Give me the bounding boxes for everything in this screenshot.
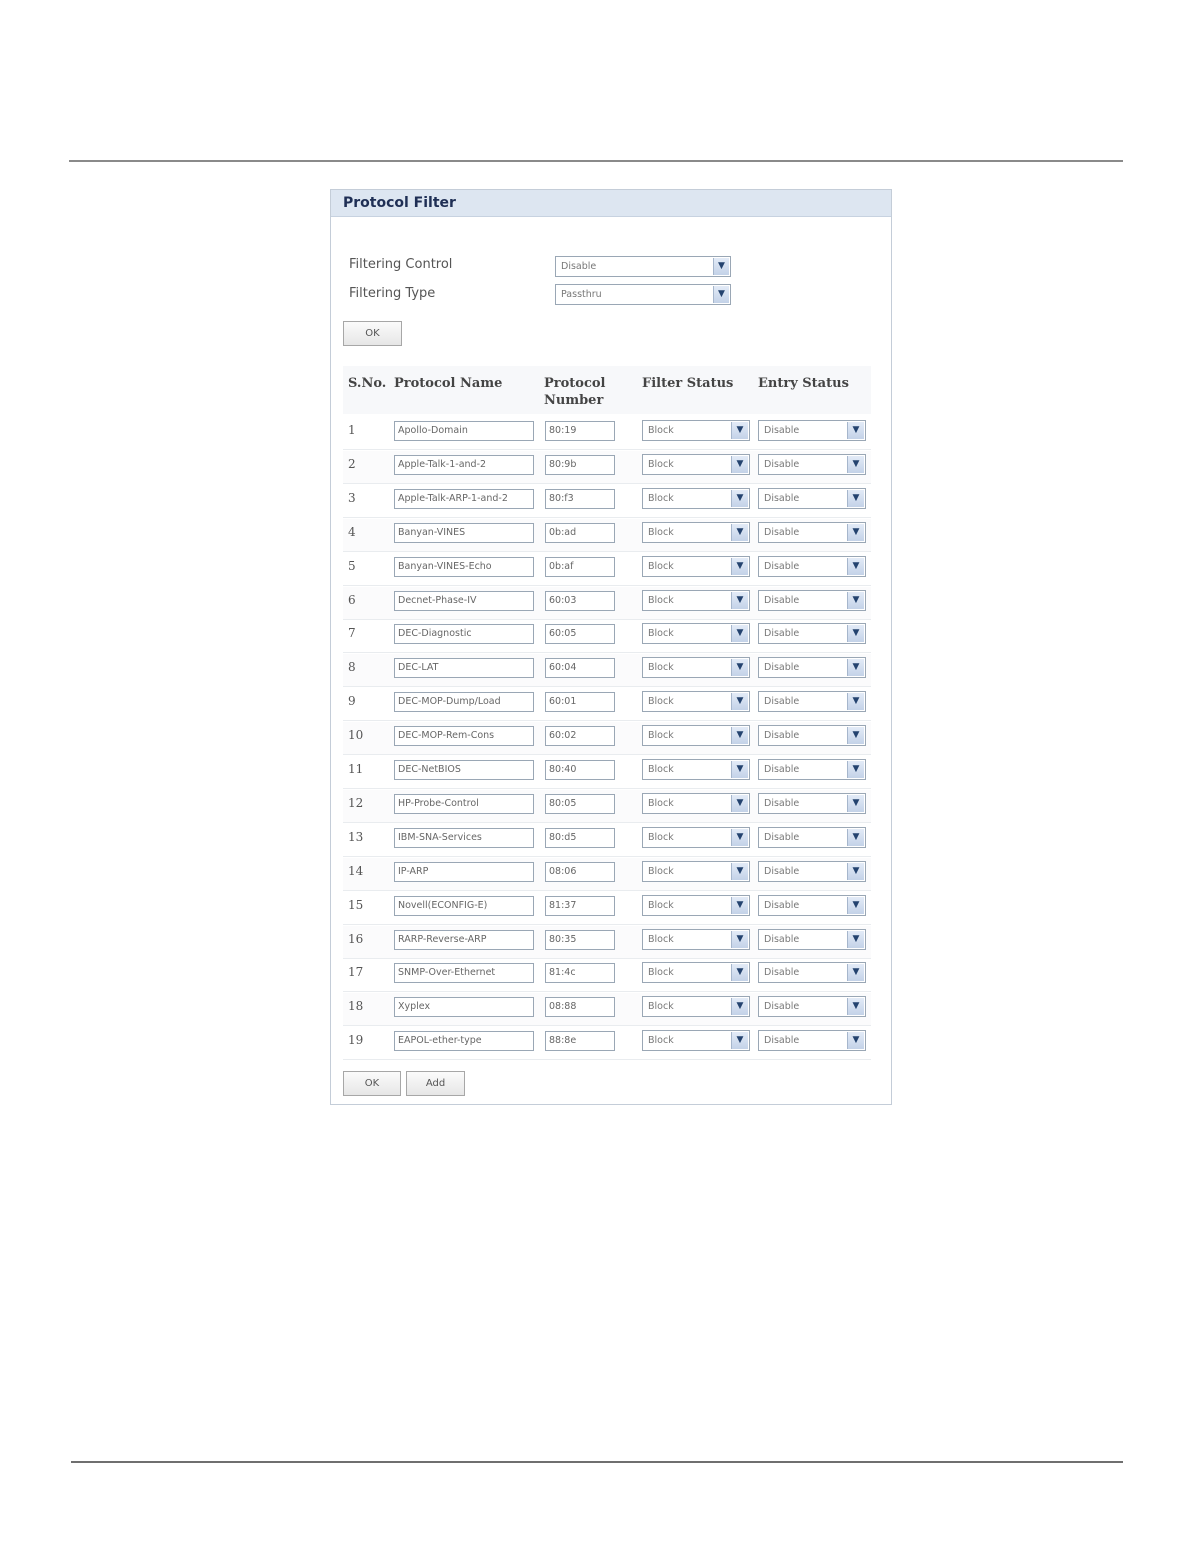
row-sno: 3 bbox=[348, 491, 356, 505]
entry-status-select[interactable] bbox=[758, 996, 866, 1017]
filter-status-value: Block bbox=[648, 730, 674, 741]
entry-status-value: Disable bbox=[764, 1001, 800, 1012]
entry-status-value: Disable bbox=[764, 798, 800, 809]
entry-status-select[interactable] bbox=[758, 861, 866, 882]
ok-button[interactable]: OK bbox=[343, 1071, 401, 1096]
filter-status-select[interactable] bbox=[642, 488, 750, 509]
entry-status-select[interactable] bbox=[758, 793, 866, 814]
chevron-down-icon: ▼ bbox=[847, 659, 864, 676]
protocol-number-input[interactable]: 60:01 bbox=[545, 692, 615, 712]
protocol-name-input[interactable]: Apple-Talk-1-and-2 bbox=[394, 455, 534, 475]
filter-status-value: Block bbox=[648, 967, 674, 978]
filter-status-select[interactable] bbox=[642, 996, 750, 1017]
table-row bbox=[343, 519, 871, 552]
protocol-number-input[interactable]: 80:d5 bbox=[545, 828, 615, 848]
protocol-number-input[interactable]: 81:37 bbox=[545, 896, 615, 916]
filtering-control-select[interactable] bbox=[555, 256, 731, 277]
table-row bbox=[343, 959, 871, 992]
entry-status-value: Disable bbox=[764, 425, 800, 436]
row-sno: 10 bbox=[348, 728, 364, 742]
protocol-number-input[interactable]: 81:4c bbox=[545, 963, 615, 983]
entry-status-select[interactable] bbox=[758, 827, 866, 848]
entry-status-select[interactable] bbox=[758, 657, 866, 678]
row-sno: 13 bbox=[348, 830, 364, 844]
entry-status-value: Disable bbox=[764, 527, 800, 538]
row-sno: 9 bbox=[348, 694, 356, 708]
table-row bbox=[343, 993, 871, 1026]
protocol-name-input[interactable]: DEC-MOP-Rem-Cons bbox=[394, 726, 534, 746]
entry-status-value: Disable bbox=[764, 1035, 800, 1046]
entry-status-value: Disable bbox=[764, 832, 800, 843]
filtering-type-select[interactable] bbox=[555, 284, 731, 305]
row-sno: 5 bbox=[348, 559, 356, 573]
row-sno: 17 bbox=[348, 965, 364, 979]
chevron-down-icon: ▼ bbox=[713, 258, 729, 275]
col-header-entry-status: Entry Status bbox=[758, 376, 849, 391]
protocol-name-input[interactable]: HP-Probe-Control bbox=[394, 794, 534, 814]
chevron-down-icon: ▼ bbox=[847, 456, 864, 473]
chevron-down-icon: ▼ bbox=[731, 524, 748, 541]
table-row bbox=[343, 654, 871, 687]
chevron-down-icon: ▼ bbox=[847, 829, 864, 846]
entry-status-select[interactable] bbox=[758, 962, 866, 983]
chevron-down-icon: ▼ bbox=[731, 625, 748, 642]
chevron-down-icon: ▼ bbox=[847, 1032, 864, 1049]
protocol-name-input[interactable]: IP-ARP bbox=[394, 862, 534, 882]
protocol-number-input[interactable]: 08:88 bbox=[545, 997, 615, 1017]
table-row bbox=[343, 824, 871, 857]
entry-status-select[interactable] bbox=[758, 759, 866, 780]
chevron-down-icon: ▼ bbox=[731, 829, 748, 846]
filter-status-value: Block bbox=[648, 459, 674, 470]
entry-status-value: Disable bbox=[764, 967, 800, 978]
protocol-number-input[interactable]: 60:05 bbox=[545, 624, 615, 644]
entry-status-value: Disable bbox=[764, 561, 800, 572]
bottom-divider bbox=[71, 1461, 1123, 1463]
filtering-type-value: Passthru bbox=[561, 289, 602, 300]
entry-status-select[interactable] bbox=[758, 691, 866, 712]
protocol-name-input[interactable]: DEC-NetBIOS bbox=[394, 760, 534, 780]
entry-status-value: Disable bbox=[764, 696, 800, 707]
filter-status-select[interactable] bbox=[642, 827, 750, 848]
filter-status-value: Block bbox=[648, 866, 674, 877]
chevron-down-icon: ▼ bbox=[731, 863, 748, 880]
protocol-name-input[interactable]: DEC-LAT bbox=[394, 658, 534, 678]
filter-status-select[interactable] bbox=[642, 861, 750, 882]
entry-status-select[interactable] bbox=[758, 895, 866, 916]
entry-status-select[interactable] bbox=[758, 454, 866, 475]
protocol-name-input[interactable]: Apollo-Domain bbox=[394, 421, 534, 441]
table-row bbox=[343, 620, 871, 653]
filter-status-select[interactable] bbox=[642, 657, 750, 678]
row-sno: 4 bbox=[348, 525, 356, 539]
entry-status-select[interactable] bbox=[758, 929, 866, 950]
filtering-control-value: Disable bbox=[561, 261, 597, 272]
table-row bbox=[343, 790, 871, 823]
filter-status-value: Block bbox=[648, 425, 674, 436]
chevron-down-icon: ▼ bbox=[731, 998, 748, 1015]
chevron-down-icon: ▼ bbox=[731, 490, 748, 507]
filter-status-select[interactable] bbox=[642, 1030, 750, 1051]
protocol-name-input[interactable]: DEC-Diagnostic bbox=[394, 624, 534, 644]
chevron-down-icon: ▼ bbox=[713, 286, 729, 303]
filter-status-value: Block bbox=[648, 561, 674, 572]
protocol-name-input[interactable]: Banyan-VINES-Echo bbox=[394, 557, 534, 577]
filter-status-select[interactable] bbox=[642, 725, 750, 746]
panel-title: Protocol Filter bbox=[331, 190, 891, 217]
filter-status-select[interactable] bbox=[642, 454, 750, 475]
entry-status-value: Disable bbox=[764, 764, 800, 775]
entry-status-select[interactable] bbox=[758, 488, 866, 509]
filter-status-select[interactable] bbox=[642, 759, 750, 780]
chevron-down-icon: ▼ bbox=[847, 931, 864, 948]
protocol-number-input[interactable]: 80:f3 bbox=[545, 489, 615, 509]
chevron-down-icon: ▼ bbox=[847, 693, 864, 710]
row-sno: 14 bbox=[348, 864, 364, 878]
protocol-number-input[interactable]: 80:19 bbox=[545, 421, 615, 441]
chevron-down-icon: ▼ bbox=[847, 625, 864, 642]
chevron-down-icon: ▼ bbox=[731, 1032, 748, 1049]
filter-status-value: Block bbox=[648, 595, 674, 606]
filtering-type-label: Filtering Type bbox=[349, 286, 436, 301]
protocol-name-input[interactable]: Banyan-VINES bbox=[394, 523, 534, 543]
filter-status-value: Block bbox=[648, 527, 674, 538]
chevron-down-icon: ▼ bbox=[847, 795, 864, 812]
chevron-down-icon: ▼ bbox=[731, 659, 748, 676]
protocol-name-input[interactable]: Xyplex bbox=[394, 997, 534, 1017]
protocol-number-input[interactable]: 60:04 bbox=[545, 658, 615, 678]
filter-status-select[interactable] bbox=[642, 590, 750, 611]
chevron-down-icon: ▼ bbox=[731, 456, 748, 473]
protocol-number-input[interactable]: 80:35 bbox=[545, 930, 615, 950]
chevron-down-icon: ▼ bbox=[731, 897, 748, 914]
protocol-name-input[interactable]: Novell(ECONFIG-E) bbox=[394, 896, 534, 916]
entry-status-select[interactable] bbox=[758, 725, 866, 746]
protocol-name-input[interactable]: IBM-SNA-Services bbox=[394, 828, 534, 848]
chevron-down-icon: ▼ bbox=[731, 964, 748, 981]
filter-status-value: Block bbox=[648, 493, 674, 504]
entry-status-select[interactable] bbox=[758, 623, 866, 644]
chevron-down-icon: ▼ bbox=[847, 490, 864, 507]
row-sno: 1 bbox=[348, 423, 356, 437]
protocol-filter-panel bbox=[330, 189, 892, 1105]
filter-status-value: Block bbox=[648, 1001, 674, 1012]
row-sno: 12 bbox=[348, 796, 364, 810]
filter-status-value: Block bbox=[648, 628, 674, 639]
protocol-number-input[interactable]: 80:05 bbox=[545, 794, 615, 814]
table-row bbox=[343, 587, 871, 620]
chevron-down-icon: ▼ bbox=[847, 761, 864, 778]
row-sno: 8 bbox=[348, 660, 356, 674]
row-sno: 2 bbox=[348, 457, 356, 471]
col-header-filter-status: Filter Status bbox=[642, 376, 734, 391]
chevron-down-icon: ▼ bbox=[847, 558, 864, 575]
table-row bbox=[343, 892, 871, 925]
entry-status-value: Disable bbox=[764, 900, 800, 911]
col-header-protocol-number: Protocol Number bbox=[544, 376, 606, 408]
protocol-name-input[interactable]: Decnet-Phase-IV bbox=[394, 591, 534, 611]
filter-status-value: Block bbox=[648, 934, 674, 945]
row-sno: 16 bbox=[348, 932, 364, 946]
chevron-down-icon: ▼ bbox=[847, 422, 864, 439]
protocol-number-input[interactable]: 88:8e bbox=[545, 1031, 615, 1051]
entry-status-value: Disable bbox=[764, 730, 800, 741]
table-row bbox=[343, 688, 871, 721]
protocol-number-input[interactable]: 08:06 bbox=[545, 862, 615, 882]
protocol-name-input[interactable]: Apple-Talk-ARP-1-and-2 bbox=[394, 489, 534, 509]
entry-status-select[interactable] bbox=[758, 420, 866, 441]
chevron-down-icon: ▼ bbox=[847, 524, 864, 541]
chevron-down-icon: ▼ bbox=[847, 897, 864, 914]
entry-status-value: Disable bbox=[764, 595, 800, 606]
filter-status-select[interactable] bbox=[642, 556, 750, 577]
filter-status-value: Block bbox=[648, 696, 674, 707]
chevron-down-icon: ▼ bbox=[847, 964, 864, 981]
filter-status-select[interactable] bbox=[642, 962, 750, 983]
filter-status-value: Block bbox=[648, 798, 674, 809]
entry-status-select[interactable] bbox=[758, 522, 866, 543]
filter-status-value: Block bbox=[648, 662, 674, 673]
entry-status-value: Disable bbox=[764, 934, 800, 945]
table-row bbox=[343, 858, 871, 891]
col-header-sno: S.No. bbox=[348, 376, 387, 391]
row-sno: 18 bbox=[348, 999, 364, 1013]
chevron-down-icon: ▼ bbox=[731, 761, 748, 778]
filter-status-select[interactable] bbox=[642, 929, 750, 950]
filter-status-select[interactable] bbox=[642, 895, 750, 916]
chevron-down-icon: ▼ bbox=[847, 592, 864, 609]
chevron-down-icon: ▼ bbox=[847, 727, 864, 744]
entry-status-select[interactable] bbox=[758, 1030, 866, 1051]
table-row bbox=[343, 417, 871, 450]
filter-status-value: Block bbox=[648, 900, 674, 911]
table-row bbox=[343, 451, 871, 484]
table-row bbox=[343, 926, 871, 959]
entry-status-select[interactable] bbox=[758, 556, 866, 577]
protocol-number-input[interactable]: 60:02 bbox=[545, 726, 615, 746]
filter-status-select[interactable] bbox=[642, 793, 750, 814]
chevron-down-icon: ▼ bbox=[731, 422, 748, 439]
filter-status-select[interactable] bbox=[642, 691, 750, 712]
filtering-control-label: Filtering Control bbox=[349, 257, 453, 272]
protocol-number-input[interactable]: 0b:af bbox=[545, 557, 615, 577]
filter-status-value: Block bbox=[648, 764, 674, 775]
entry-status-value: Disable bbox=[764, 493, 800, 504]
col-header-protocol-name: Protocol Name bbox=[394, 376, 503, 391]
chevron-down-icon: ▼ bbox=[731, 693, 748, 710]
add-button[interactable]: Add bbox=[406, 1071, 465, 1096]
filter-status-select[interactable] bbox=[642, 522, 750, 543]
protocol-name-input[interactable]: DEC-MOP-Dump/Load bbox=[394, 692, 534, 712]
protocol-number-input[interactable]: 0b:ad bbox=[545, 523, 615, 543]
table-row bbox=[343, 553, 871, 586]
chevron-down-icon: ▼ bbox=[847, 998, 864, 1015]
row-sno: 7 bbox=[348, 626, 356, 640]
protocol-name-input[interactable]: RARP-Reverse-ARP bbox=[394, 930, 534, 950]
table-row bbox=[343, 1027, 871, 1060]
chevron-down-icon: ▼ bbox=[731, 795, 748, 812]
protocol-name-input[interactable]: EAPOL-ether-type bbox=[394, 1031, 534, 1051]
filter-status-value: Block bbox=[648, 1035, 674, 1046]
entry-status-value: Disable bbox=[764, 866, 800, 877]
entry-status-select[interactable] bbox=[758, 590, 866, 611]
chevron-down-icon: ▼ bbox=[731, 727, 748, 744]
row-sno: 6 bbox=[348, 593, 356, 607]
chevron-down-icon: ▼ bbox=[731, 592, 748, 609]
filter-status-select[interactable] bbox=[642, 420, 750, 441]
row-sno: 19 bbox=[348, 1033, 364, 1047]
ok-button-top[interactable]: OK bbox=[343, 321, 402, 346]
protocol-number-input[interactable]: 80:9b bbox=[545, 455, 615, 475]
filter-status-value: Block bbox=[648, 832, 674, 843]
protocol-name-input[interactable]: SNMP-Over-Ethernet bbox=[394, 963, 534, 983]
row-sno: 15 bbox=[348, 898, 364, 912]
protocol-number-input[interactable]: 80:40 bbox=[545, 760, 615, 780]
chevron-down-icon: ▼ bbox=[731, 931, 748, 948]
chevron-down-icon: ▼ bbox=[847, 863, 864, 880]
entry-status-value: Disable bbox=[764, 459, 800, 470]
table-row bbox=[343, 756, 871, 789]
top-divider bbox=[69, 160, 1123, 162]
entry-status-value: Disable bbox=[764, 662, 800, 673]
protocol-number-input[interactable]: 60:03 bbox=[545, 591, 615, 611]
table-row bbox=[343, 485, 871, 518]
row-sno: 11 bbox=[348, 762, 364, 776]
filter-status-select[interactable] bbox=[642, 623, 750, 644]
entry-status-value: Disable bbox=[764, 628, 800, 639]
table-row bbox=[343, 722, 871, 755]
chevron-down-icon: ▼ bbox=[731, 558, 748, 575]
